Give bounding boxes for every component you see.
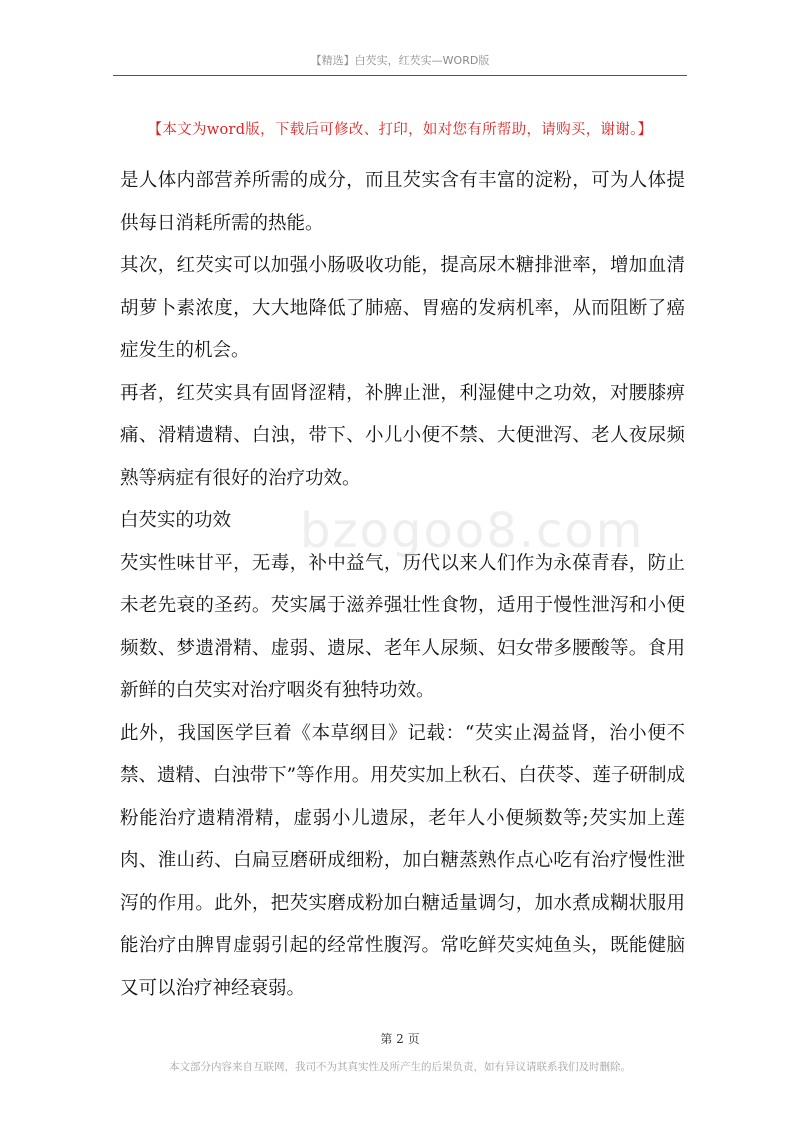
paragraph-3: 再者，红芡实具有固肾涩精，补脾止泄，利湿健中之功效，对腰膝痹痛、滑精遗精、白浊，带下、小儿小便不禁、大便泄泻、老人夜尿频熟等病症有很好的治疗功效。 bbox=[120, 382, 685, 489]
paragraph-5: 此外，我国医学巨着《本草纲目》记载：“芡实止渴益肾，治小便不禁、遗精、白浊带下”等作用。用芡实加上秋石、白茯苓、莲子研制成粉能治疗遗精滑精，虚弱小儿遗尿，老年人小便频数等;芡实加上莲肉、淮山药、白扁豆磨研成细粉，加白糖蒸熟作点心吃有治疗慢性泄泻的作用。此外，把芡实磨成粉加白糖适量调匀，加水煮成糊状服用能治疗由脾胃虚弱引起的经常性腹泻。常吃鲜芡实炖鱼头，既能健脑又可以治疗神经衰弱。 bbox=[120, 722, 685, 999]
paragraph-4: 芡实性味甘平，无毒，补中益气，历代以来人们作为永葆青春，防止未老先衰的圣药。芡实属于滋养强壮性食物，适用于慢性泄泻和小便频数、梦遗滑精、虚弱、遗尿、老年人尿频、妇女带多腰酸等。食用新鲜的白芡实对治疗咽炎有独特功效。 bbox=[120, 552, 685, 701]
watermark: bzogoo8.com bbox=[300, 503, 645, 559]
header-divider bbox=[113, 75, 687, 76]
paragraph-1: 是人体内部营养所需的成分，而且芡实含有丰富的淀粉，可为人体提供每日消耗所需的热能。 bbox=[120, 170, 685, 234]
document-body bbox=[120, 160, 685, 1010]
page-number: 第 2 页 bbox=[380, 1032, 420, 1046]
purchase-notice: 【本文为word版，下载后可修改、打印，如对您有所帮助，请购买，谢谢。】 bbox=[147, 122, 653, 138]
page-footer-disclaimer: 本文部分内容来自互联网，我司不为其真实性及所产生的后果负责，如有异议请联系我们及时删除。 bbox=[169, 1061, 631, 1073]
page-header: 【精选】白芡实，红芡实—WORD版 bbox=[310, 54, 490, 67]
section-heading: 白芡实的功效 bbox=[120, 510, 232, 531]
paragraph-2: 其次，红芡实可以加强小肠吸收功能，提高尿木糖排泄率，增加血清胡萝卜素浓度，大大地降低了肺癌、胃癌的发病机率，从而阻断了癌症发生的机会。 bbox=[120, 255, 685, 361]
